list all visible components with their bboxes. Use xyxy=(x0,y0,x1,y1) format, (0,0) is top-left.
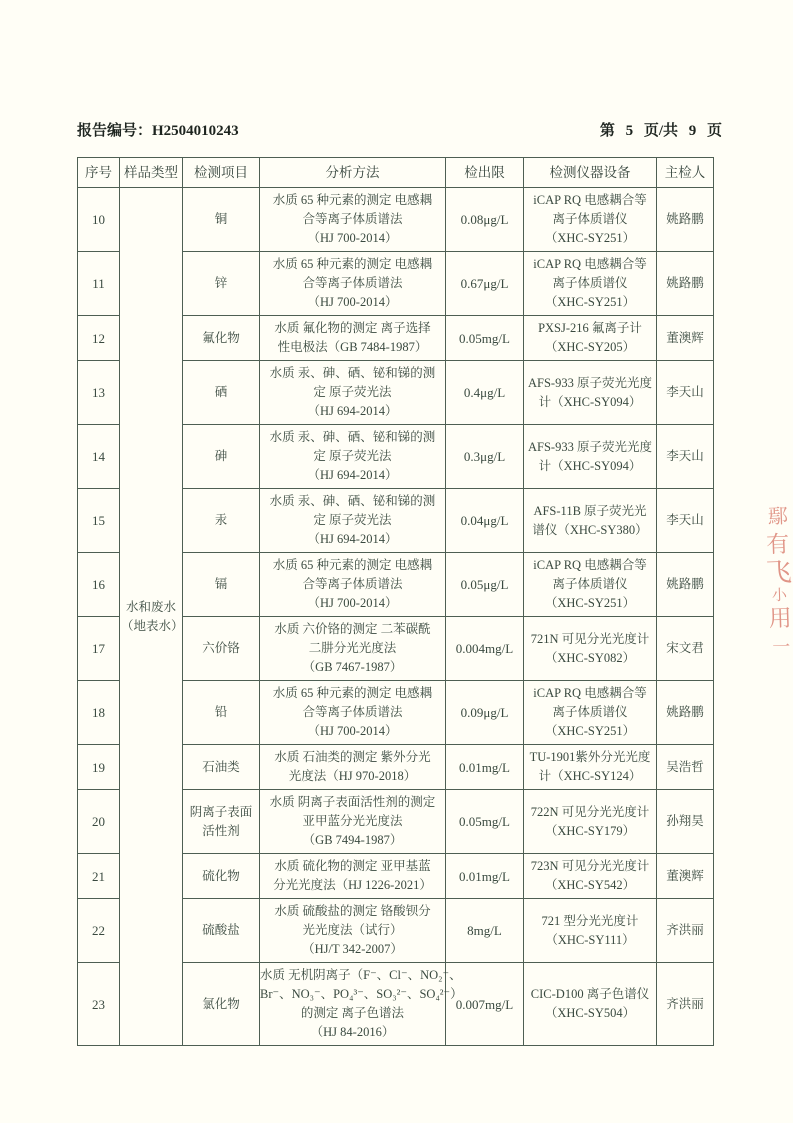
cell-test-item xyxy=(183,745,260,790)
cell-line: 722N 可见分光光度计 xyxy=(530,804,650,819)
col-analysis-method: 分析方法 xyxy=(260,158,446,188)
cell-line: 亚甲蓝分光光度法 xyxy=(302,814,403,828)
cell-analysis-method xyxy=(260,854,446,899)
cell-serial: 12 xyxy=(78,316,120,361)
cell-line: 硫酸盐 xyxy=(202,923,240,937)
cell-line: （HJ 700-2014） xyxy=(307,724,398,738)
cell-line: （HJ/T 342-2007） xyxy=(302,942,403,956)
cell-instrument xyxy=(524,252,657,316)
cell-line: 谱仪（XHC-SY380） xyxy=(532,522,648,537)
col-detection-limit: 检出限 xyxy=(446,158,524,188)
cell-instrument xyxy=(524,790,657,854)
cell-line: 氯化物 xyxy=(202,996,240,1011)
cell-line: iCAP RQ 电感耦合等 xyxy=(533,257,647,271)
cell-instrument xyxy=(524,854,657,899)
cell-serial: 10 xyxy=(78,188,120,252)
cell-line: 离子体质谱仪 xyxy=(552,577,628,591)
cell-line: 721N 可见分光光度计 xyxy=(530,631,650,646)
cell-analysis-method xyxy=(260,252,446,316)
cell-test-item xyxy=(183,361,260,425)
cell-line: AFS-933 原子荧光光度 xyxy=(528,439,652,454)
cell-instrument xyxy=(524,361,657,425)
cell-line: PXSJ-216 氟离子计 xyxy=(538,321,642,335)
cell-line: 水质 阴离子表面活性剂的测定 xyxy=(269,795,436,809)
cell-inspector: 宋文君 xyxy=(657,617,714,681)
cell-test-item xyxy=(183,681,260,745)
cell-instrument xyxy=(524,899,657,963)
col-inspector: 主检人 xyxy=(657,158,714,188)
cell-instrument xyxy=(524,617,657,681)
cell-serial: 14 xyxy=(78,425,120,489)
cell-analysis-method xyxy=(260,790,446,854)
cell-line: 水质 汞、砷、硒、铋和锑的测 xyxy=(269,366,436,380)
cell-line: （HJ 694-2014） xyxy=(307,468,398,482)
cell-line: 定 原子荧光法 xyxy=(313,449,392,463)
cell-line: 水质 硫化物的测定 亚甲基蓝 xyxy=(274,859,431,873)
cell-instrument xyxy=(524,963,657,1046)
cell-line: 定 原子荧光法 xyxy=(313,513,392,527)
cell-line: 水质 汞、砷、硒、铋和锑的测 xyxy=(269,430,436,444)
cell-detection-limit: 0.04μg/L xyxy=(446,489,524,553)
cell-line: iCAP RQ 电感耦合等 xyxy=(533,193,647,207)
cell-line: （HJ 694-2014） xyxy=(307,404,398,418)
seal-glyph: 有 xyxy=(765,531,790,558)
cell-line: （XHC-SY179） xyxy=(544,823,636,838)
cell-line: （XHC-SY251） xyxy=(544,724,636,738)
cell-test-item xyxy=(183,617,260,681)
cell-inspector: 姚路鹏 xyxy=(657,188,714,252)
seal-glyph: 鄢 xyxy=(767,505,787,529)
cell-serial: 13 xyxy=(78,361,120,425)
cell-line: 水质 硫酸盐的测定 铬酸钡分 xyxy=(274,904,431,918)
red-seal-fragment xyxy=(759,502,793,661)
cell-detection-limit: 0.4μg/L xyxy=(446,361,524,425)
cell-line: （XHC-SY082） xyxy=(544,650,636,665)
cell-line: （HJ 84-2016） xyxy=(310,1025,395,1039)
cell-line: 锌 xyxy=(214,276,228,290)
cell-line: iCAP RQ 电感耦合等 xyxy=(533,558,647,572)
cell-serial: 19 xyxy=(78,745,120,790)
cell-serial: 11 xyxy=(78,252,120,316)
cell-line: （XHC-SY542） xyxy=(544,878,636,892)
cell-line: 合等离子体质谱法 xyxy=(302,577,403,591)
cell-inspector: 李天山 xyxy=(657,361,714,425)
cell-line: 离子体质谱仪 xyxy=(552,212,628,226)
col-sample-type: 样品类型 xyxy=(120,158,183,188)
cell-line: 水质 无机阴离子（F⁻、Cl⁻、NO₂⁻、 xyxy=(260,968,462,982)
cell-line: 光光度法（试行） xyxy=(302,923,403,937)
cell-serial: 16 xyxy=(78,553,120,617)
cell-line: 723N 可见分光光度计 xyxy=(530,859,650,873)
cell-line: 阴离子表面 xyxy=(189,804,253,819)
cell-line: AFS-933 原子荧光光度 xyxy=(528,375,652,390)
cell-serial: 20 xyxy=(78,790,120,854)
cell-test-item xyxy=(183,854,260,899)
cell-instrument xyxy=(524,681,657,745)
cell-instrument xyxy=(524,425,657,489)
cell-inspector: 孙翔昊 xyxy=(657,790,714,854)
cell-line: 铜 xyxy=(214,212,228,226)
cell-line: 合等离子体质谱法 xyxy=(302,212,403,226)
cell-line: 水质 65 种元素的测定 电感耦 xyxy=(272,558,433,572)
cell-line: 分光光度法（HJ 1226-2021） xyxy=(273,878,432,892)
cell-line: （XHC-SY504） xyxy=(544,1006,636,1020)
cell-analysis-method xyxy=(260,489,446,553)
cell-line: 水质 65 种元素的测定 电感耦 xyxy=(272,257,433,271)
cell-test-item xyxy=(183,425,260,489)
cell-serial: 17 xyxy=(78,617,120,681)
cell-line: 水质 汞、砷、硒、铋和锑的测 xyxy=(269,494,436,508)
cell-test-item xyxy=(183,963,260,1046)
cell-line: （HJ 700-2014） xyxy=(307,295,398,309)
seal-glyph: 一 xyxy=(771,636,791,658)
cell-line: 水质 六价铬的测定 二苯碳酰 xyxy=(274,622,431,636)
cell-line: （HJ 694-2014） xyxy=(307,532,398,546)
cell-line: 镉 xyxy=(214,577,228,591)
cell-line: 硒 xyxy=(214,385,228,399)
table-header-row xyxy=(78,158,714,188)
cell-line: 合等离子体质谱法 xyxy=(302,276,403,290)
cell-line: 活性剂 xyxy=(202,823,240,838)
cell-analysis-method xyxy=(260,681,446,745)
cell-line: （XHC-SY205） xyxy=(544,340,636,354)
cell-analysis-method xyxy=(260,745,446,790)
cell-test-item xyxy=(183,790,260,854)
cell-line: 水质 65 种元素的测定 电感耦 xyxy=(272,686,433,700)
cell-line: 的测定 离子色谱法 xyxy=(300,1006,405,1020)
cell-detection-limit: 0.09μg/L xyxy=(446,681,524,745)
col-serial: 序号 xyxy=(78,158,120,188)
cell-instrument xyxy=(524,188,657,252)
cell-detection-limit: 0.3μg/L xyxy=(446,425,524,489)
cell-line: （HJ 700-2014） xyxy=(307,231,398,245)
cell-instrument xyxy=(524,553,657,617)
cell-instrument xyxy=(524,489,657,553)
cell-line: （GB 7467-1987） xyxy=(302,660,403,674)
cell-inspector: 齐洪丽 xyxy=(657,963,714,1046)
cell-inspector: 齐洪丽 xyxy=(657,899,714,963)
cell-line: iCAP RQ 电感耦合等 xyxy=(533,686,647,700)
cell-line: 砷 xyxy=(214,449,228,463)
cell-detection-limit: 0.004mg/L xyxy=(446,617,524,681)
cell-inspector: 吴浩哲 xyxy=(657,745,714,790)
cell-analysis-method xyxy=(260,425,446,489)
cell-test-item xyxy=(183,553,260,617)
cell-inspector: 姚路鹏 xyxy=(657,681,714,745)
cell-line: （XHC-SY111） xyxy=(545,932,635,947)
page-indicator: 第 5 页/共 9 页 xyxy=(599,123,722,139)
cell-inspector: 姚路鹏 xyxy=(657,553,714,617)
report-number-value: H2504010243 xyxy=(152,123,239,139)
cell-analysis-method xyxy=(260,963,463,1046)
cell-line: 六价铬 xyxy=(202,641,240,655)
col-test-item: 检测项目 xyxy=(183,158,260,188)
cell-inspector: 李天山 xyxy=(657,425,714,489)
cell-detection-limit: 8mg/L xyxy=(446,899,524,963)
cell-line: （XHC-SY251） xyxy=(544,295,636,309)
cell-line: 计（XHC-SY094） xyxy=(538,394,642,409)
cell-line: 定 原子荧光法 xyxy=(313,385,392,399)
cell-serial: 15 xyxy=(78,489,120,553)
cell-line: （GB 7494-1987） xyxy=(302,833,403,847)
cell-serial: 21 xyxy=(78,854,120,899)
cell-inspector: 姚路鹏 xyxy=(657,252,714,316)
cell-line: 水质 65 种元素的测定 电感耦 xyxy=(272,193,433,207)
cell-test-item xyxy=(183,316,260,361)
report-number xyxy=(77,119,239,140)
cell-serial: 23 xyxy=(78,963,120,1046)
cell-line: 离子体质谱仪 xyxy=(552,276,628,290)
cell-line: 性电极法（GB 7484-1987） xyxy=(277,340,428,354)
cell-analysis-method xyxy=(260,316,446,361)
table-body xyxy=(78,188,714,1046)
cell-analysis-method xyxy=(260,188,446,252)
cell-line: 721 型分光光度计 xyxy=(541,913,639,928)
seal-glyph: 用 xyxy=(768,605,793,632)
cell-line: 铅 xyxy=(214,705,228,719)
cell-line: 合等离子体质谱法 xyxy=(302,705,403,719)
report-number-label: 报告编号： xyxy=(77,123,153,139)
cell-detection-limit: 0.007mg/L xyxy=(446,963,524,1046)
seal-glyph: 小 xyxy=(771,587,788,605)
cell-test-item xyxy=(183,489,260,553)
cell-analysis-method xyxy=(260,553,446,617)
table-row xyxy=(78,188,714,252)
cell-analysis-method xyxy=(260,899,446,963)
cell-line: （地表水） xyxy=(121,618,184,633)
cell-line: 二肼分光光度法 xyxy=(308,641,397,655)
cell-test-item xyxy=(183,252,260,316)
cell-analysis-method xyxy=(260,361,446,425)
cell-line: 水和废水 xyxy=(125,599,176,614)
cell-instrument xyxy=(524,316,657,361)
cell-line: （HJ 700-2014） xyxy=(307,596,398,610)
cell-detection-limit: 0.05mg/L xyxy=(446,790,524,854)
cell-line: 石油类 xyxy=(202,759,240,774)
cell-line: TU-1901紫外分光光度 xyxy=(529,750,651,764)
col-instrument: 检测仪器设备 xyxy=(524,158,657,188)
cell-inspector: 董澳辉 xyxy=(657,316,714,361)
cell-serial: 22 xyxy=(78,899,120,963)
cell-inspector: 董澳辉 xyxy=(657,854,714,899)
cell-line: 汞 xyxy=(214,513,228,527)
cell-line: 光度法（HJ 970-2018） xyxy=(288,769,417,783)
table-header xyxy=(78,158,714,188)
cell-line: （XHC-SY251） xyxy=(544,596,636,610)
cell-detection-limit: 0.01mg/L xyxy=(446,854,524,899)
cell-analysis-method xyxy=(260,617,446,681)
cell-line: AFS-11B 原子荧光光 xyxy=(533,503,647,518)
report-header xyxy=(77,119,722,140)
cell-detection-limit: 0.08μg/L xyxy=(446,188,524,252)
cell-line: CIC-D100 离子色谱仪 xyxy=(530,987,650,1001)
cell-line: （XHC-SY251） xyxy=(544,231,636,245)
cell-line: 计（XHC-SY124） xyxy=(538,769,642,783)
cell-detection-limit: 0.01mg/L xyxy=(446,745,524,790)
analysis-method-table xyxy=(77,157,714,1046)
cell-line: 计（XHC-SY094） xyxy=(538,458,642,473)
cell-detection-limit: 0.05μg/L xyxy=(446,553,524,617)
cell-sample-type xyxy=(120,188,183,1046)
cell-test-item xyxy=(183,899,260,963)
cell-detection-limit: 0.05mg/L xyxy=(446,316,524,361)
cell-line: Br⁻、NO₃⁻、PO₄³⁻、SO₃²⁻、SO₄²⁻） xyxy=(260,987,463,1001)
seal-glyph: 飞 xyxy=(765,557,793,588)
cell-serial: 18 xyxy=(78,681,120,745)
cell-line: 硫化物 xyxy=(202,868,240,883)
cell-line: 氟化物 xyxy=(202,330,240,345)
cell-inspector: 李天山 xyxy=(657,489,714,553)
cell-test-item xyxy=(183,188,260,252)
cell-line: 水质 氟化物的测定 离子选择 xyxy=(274,321,431,335)
cell-line: 离子体质谱仪 xyxy=(552,705,628,719)
cell-line: 水质 石油类的测定 紫外分光 xyxy=(274,750,431,764)
cell-instrument xyxy=(524,745,657,790)
cell-detection-limit: 0.67μg/L xyxy=(446,252,524,316)
